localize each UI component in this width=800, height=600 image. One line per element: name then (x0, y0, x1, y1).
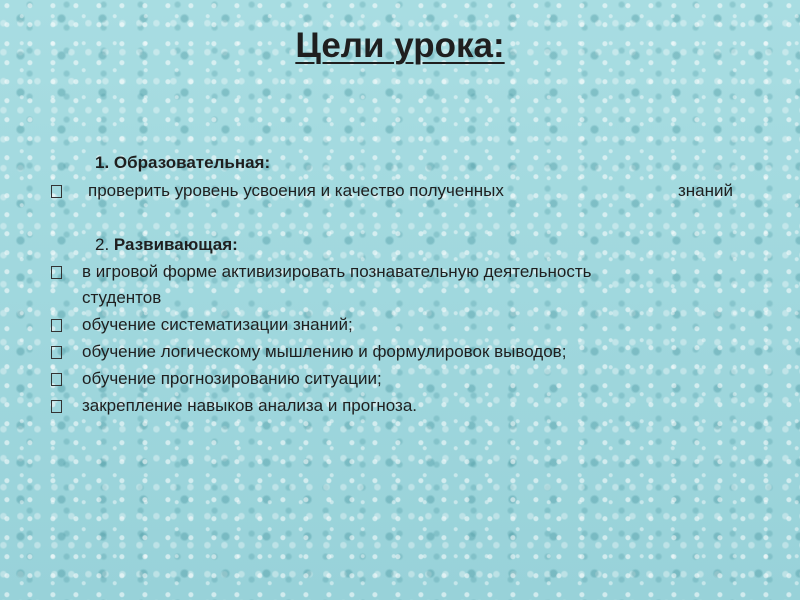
slide-title-text: Цели урока: (295, 26, 505, 65)
bullet-box-icon (51, 346, 62, 359)
list-item (0, 366, 800, 392)
list-item (0, 393, 800, 419)
list-item-text-continued: студентов (82, 288, 162, 307)
list-item-text: в игровой форме активизировать познавательную деятельность (82, 262, 592, 281)
list-item-text: закрепление навыков анализа и прогноза. (82, 396, 418, 415)
list-item-text: обучение прогнозированию ситуации; (82, 369, 382, 388)
list-item (0, 339, 800, 365)
list-item (0, 259, 800, 311)
section-number-1: 1. (95, 153, 110, 172)
bullet-box-icon (51, 319, 62, 332)
bullet-box-icon (51, 400, 62, 413)
bullet-box-icon (51, 266, 62, 279)
bullet-box-icon (51, 185, 62, 198)
slide-title (0, 22, 800, 70)
section-title-1: Образовательная: (113, 153, 271, 172)
list-item-text: обучение логическому мышлению и формулировок выводов; (82, 342, 567, 361)
list-item (0, 178, 800, 204)
section-heading-1 (95, 152, 270, 174)
bullet-box-icon (51, 373, 62, 386)
list-item-text: обучение систематизации знаний; (82, 315, 353, 334)
list-item-text: проверить уровень усвоения и качество полученных (88, 181, 504, 200)
section-heading-2 (95, 234, 238, 256)
section-title-2: Развивающая: (113, 235, 238, 254)
section-number-2: 2. (95, 235, 110, 254)
list-item (0, 312, 800, 338)
list-item-text-end: знаний (678, 181, 734, 200)
